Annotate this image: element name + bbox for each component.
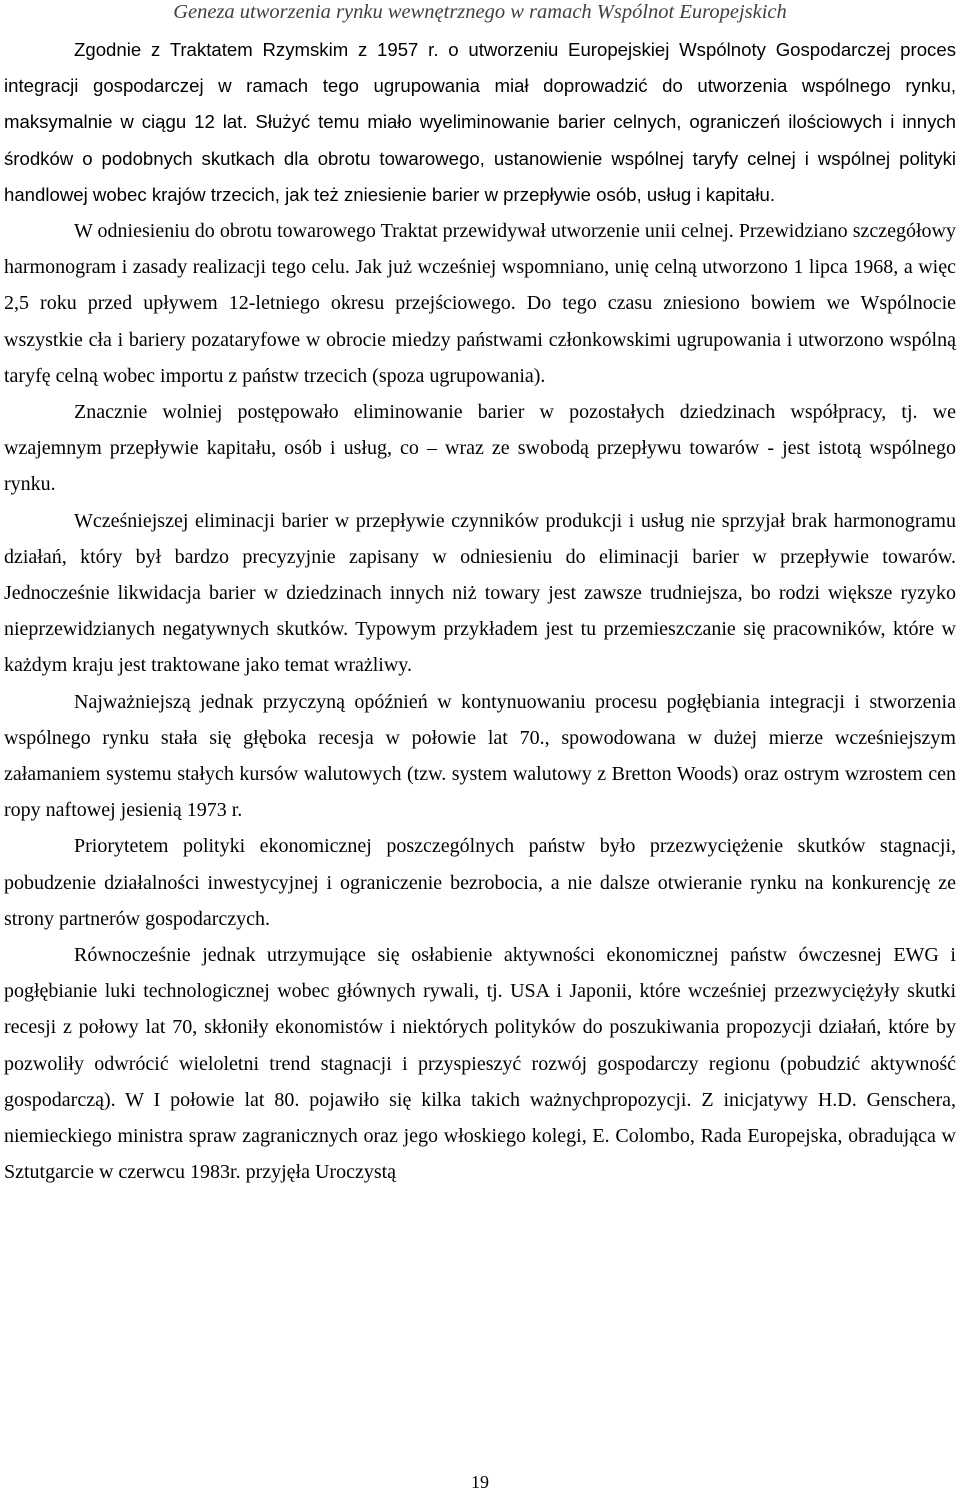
document-page bbox=[4, 0, 956, 1493]
paragraph-recession: Najważniejszą jednak przyczyną opóźnień w kontynuowaniu procesu pogłębiania integracji i stworzenia wspólnego rynku stała się głęboka recesja w połowie lat 70., spowodowana w dużej mierze wcześniejszym załamaniem systemu stałych kursów walutowych (tzw. system walutowy z Bretton Woods) oraz ostrym wzrostem cen ropy naftowej jesienią 1973 r. bbox=[4, 690, 956, 822]
paragraph-other-areas: Znacznie wolniej postępowało eliminowanie barier w pozostałych dziedzinach współpracy, tj. we wzajemnym przepływie kapitału, osób i usług, co – wraz ze swobodą przepływu towarów - jest istotą wspólnego rynku. bbox=[4, 401, 956, 496]
paragraph-treaty-of-rome: Zgodnie z Traktatem Rzymskim z 1957 r. o utworzeniu Europejskiej Wspólnoty Gospodarczej proces integracji gospodarczej w ramach tego ugrupowania miał doprowadzić do utworzenia wspólnego rynku, maksymalnie w ciągu 12 lat. Służyć temu miało wyeliminowanie barier celnych, ograniczeń ilościowych i innych środków o podobnych skutkach dla obrotu towarowego, ustanowienie wspólnej taryfy celnej i wspólnej polityki handlowej wobec krajów trzecich, jak też zniesienie barier w przepływie osób, usług i kapitału. bbox=[4, 39, 956, 205]
body-text bbox=[4, 32, 956, 1191]
paragraph-no-schedule: Wcześniejszej eliminacji barier w przepływie czynników produkcji i usług nie sprzyjał brak harmonogramu działań, który był bardzo precyzyjnie zapisany w odniesieniu do eliminacji barier w przepływie towarów. Jednocześnie likwidacja barier w dziedzinach innych niż towary jest zawsze trudniejsza, bo rodzi większe ryzyko nieprzewidzianych negatywnych skutków. Typowym przykładem jest tu przemieszczanie się pracowników, które w każdym kraju jest traktowane jako temat wrażliwy. bbox=[4, 509, 956, 677]
page-number: 19 bbox=[471, 1472, 489, 1492]
paragraph-priorities: Priorytetem polityki ekonomicznej poszczególnych państw było przezwyciężenie skutków stagnacji, pobudzenie działalności inwestycyjnej i ograniczenie bezrobocia, a nie dalsze otwieranie rynku na konkurencję ze strony partnerów gospodarczych. bbox=[4, 835, 956, 930]
running-header: Geneza utworzenia rynku wewnętrznego w ramach Wspólnot Europejskich bbox=[173, 1, 787, 23]
paragraph-customs-union: W odniesieniu do obrotu towarowego Traktat przewidywał utworzenie unii celnej. Przewidziano szczegółowy harmonogram i zasady realizacji tego celu. Jak już wcześniej wspomniano, unię celną utworzono 1 lipca 1968, a więc 2,5 roku przed upływem 12-letniego okresu przejściowego. Do tego czasu zniesiono bowiem we Wspólnocie wszystkie cła i bariery pozataryfowe w obrocie miedzy państwami członkowskimi ugrupowania i utworzono wspólną taryfę celną wobec importu z państw trzecich (spoza ugrupowania). bbox=[4, 220, 956, 387]
paragraph-proposals: Równocześnie jednak utrzymujące się osłabienie aktywności ekonomicznej państw ówczesnej EWG i pogłębianie luki technologicznej wobec głównych rywali, tj. USA i Japonii, które wcześniej przezwyciężyły skutki recesji z połowy lat 70, skłoniły ekonomistów i niektórych polityków do poszukiwania propozycji działań, które by pozwoliły odwrócić wieloletni trend stagnacji i przyspieszyć rozwój gospodarczy regionu (pobudzić aktywność gospodarczą). W I połowie lat 80. pojawiło się kilka takich ważnychpropozycji. Z inicjatywy H.D. Genschera, niemieckiego ministra spraw zagranicznych oraz jego włoskiego kolegi, E. Colombo, Rada Europejska, obradująca w Sztutgarcie w czerwcu 1983r. przyjęła Uroczystą bbox=[4, 944, 956, 1184]
